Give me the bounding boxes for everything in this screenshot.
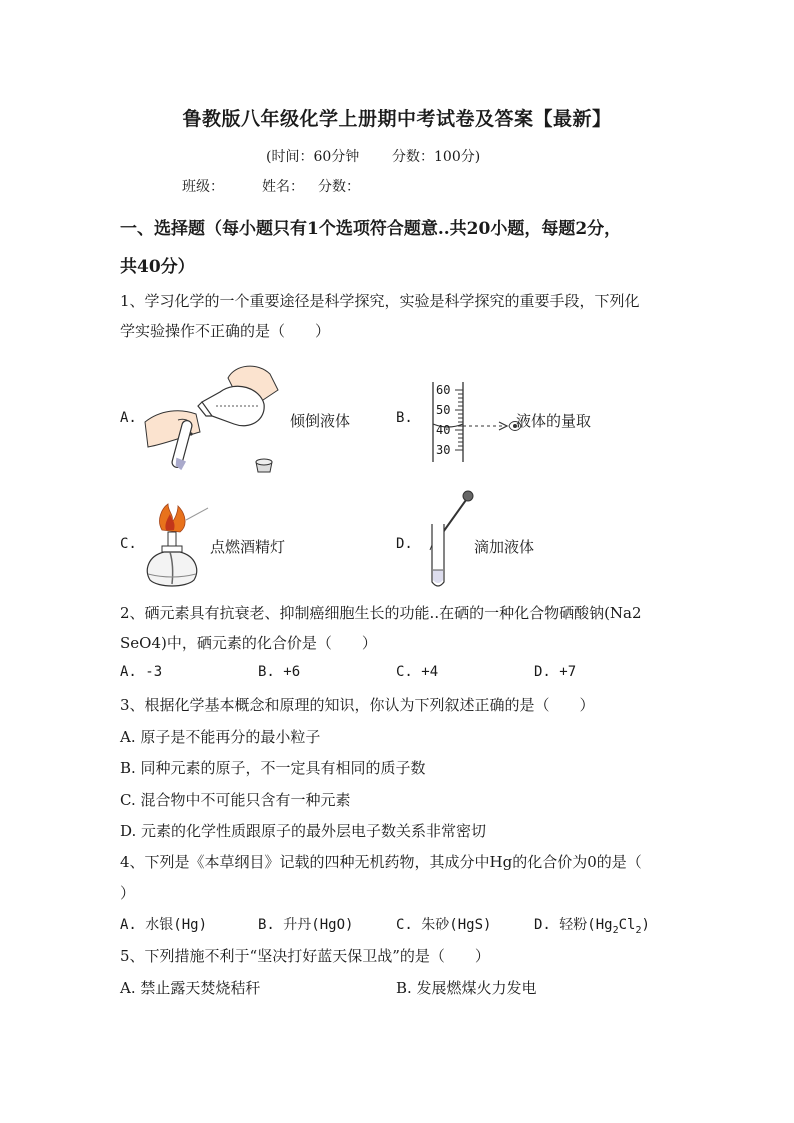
q1-option-a-label: 倾倒液体 (290, 412, 351, 430)
q4-option-d-sub1: 2 (612, 924, 619, 936)
q4-option-d-prefix: D. 轻粉(Hg (534, 917, 613, 933)
q4-option-a: A. 水银(Hg) (120, 917, 208, 933)
pouring-liquid-icon (140, 362, 290, 477)
class-field-label: 班级： (182, 179, 224, 195)
q1-option-d-label: 滴加液体 (474, 538, 535, 556)
q4-option-d-sub2: 2 (635, 924, 642, 936)
q1-option-b-letter: B. (396, 410, 413, 426)
q2-stem-line2: SeO4)中，硒元素的化合价是（ ） (120, 634, 377, 652)
score-field-label: 分数： (318, 179, 360, 195)
cylinder-tick-30: 30 (436, 443, 451, 457)
q4-option-c: C. 朱砂(HgS) (396, 917, 492, 933)
q4-option-d-mid: Cl (618, 917, 636, 933)
page-title: 鲁教版八年级化学上册期中考试卷及答案【最新】 (182, 108, 612, 130)
section-heading-line2: 共40分） (120, 257, 195, 277)
q5-option-b: B. 发展燃煤火力发电 (396, 979, 537, 997)
q1-option-c-label: 点燃酒精灯 (210, 538, 286, 556)
cylinder-tick-40: 40 (436, 423, 451, 437)
section-heading-line1: 一、选择题（每小题只有1个选项符合题意..共20小题，每题2分， (120, 219, 622, 239)
q3-option-a: A. 原子是不能再分的最小粒子 (120, 728, 321, 746)
q1-stem-line2: 学实验操作不正确的是（ ） (120, 322, 331, 340)
exam-time: (时间：60分钟 (266, 149, 360, 165)
q3-option-c: C. 混合物中不可能只含有一种元素 (120, 791, 351, 809)
q3-stem: 3、根据化学基本概念和原理的知识，你认为下列叙述正确的是（ ） (120, 696, 595, 714)
cylinder-tick-60: 60 (436, 383, 451, 397)
alcohol-lamp-icon (142, 500, 214, 592)
q2-option-b: B. +6 (258, 664, 301, 680)
q1-option-b-label: 液体的量取 (516, 412, 592, 430)
q1-stem-line1: 1、学习化学的一个重要途径是科学探究，实验是科学探究的重要手段，下列化 (120, 292, 640, 310)
dropper-test-tube-icon (424, 490, 476, 592)
q1-option-c-letter: C. (120, 536, 137, 552)
q4-option-b: B. 升丹(HgO) (258, 917, 354, 933)
q2-stem-line1: 2、硒元素具有抗衰老、抑制癌细胞生长的功能..在硒的一种化合物硒酸钠(Na2 (120, 604, 642, 622)
q4-option-d-suffix: ) (641, 917, 650, 933)
exam-score: 分数：100分) (392, 149, 481, 165)
q2-option-a: A. -3 (120, 664, 163, 680)
q5-stem: 5、下列措施不利于“坚决打好蓝天保卫战”的是（ ） (120, 947, 490, 965)
q1-option-d-letter: D. (396, 536, 413, 552)
q3-option-d: D. 元素的化学性质跟原子的最外层电子数关系非常密切 (120, 822, 487, 840)
cylinder-tick-50: 50 (436, 403, 451, 417)
q2-option-d: D. +7 (534, 664, 577, 680)
name-field-label: 姓名： (262, 179, 304, 195)
q4-stem-line1: 4、下列是《本草纲目》记载的四种无机药物，其成分中Hg的化合价为0的是（ (120, 853, 642, 871)
q4-stem-line2: ） (120, 884, 136, 902)
q5-option-a: A. 禁止露天焚烧秸秆 (120, 979, 261, 997)
q4-option-d (534, 914, 650, 936)
q2-option-c: C. +4 (396, 664, 439, 680)
q1-option-a-letter: A. (120, 410, 137, 426)
q3-option-b: B. 同种元素的原子，不一定具有相同的质子数 (120, 759, 426, 777)
